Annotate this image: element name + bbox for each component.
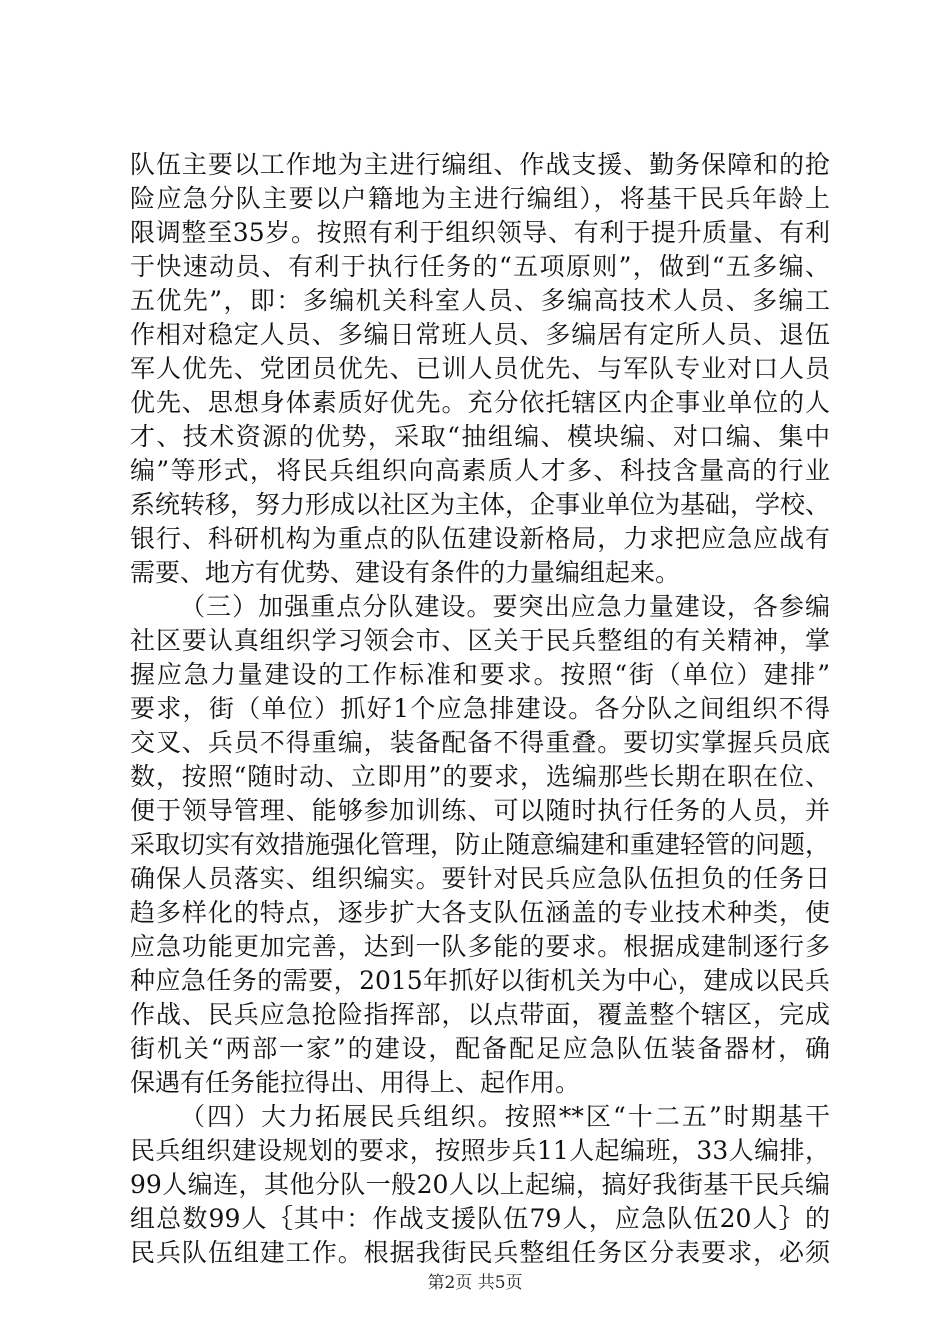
text-line: 民兵队伍组建工作。根据我街民兵整组任务区分表要求，必须 <box>130 1238 830 1267</box>
text-line: 要求，街（单位）抓好1个应急排建设。各分队之间组织不得 <box>130 694 830 723</box>
text-line: 保遇有任务能拉得出、用得上、起作用。 <box>130 1068 581 1097</box>
text-line: 种应急任务的需要，2015年抓好以街机关为中心，建成以民兵 <box>130 966 830 995</box>
document-body <box>130 148 830 1270</box>
text-line: 编”等形式，将民兵组织向高素质人才多、科技含量高的行业 <box>130 456 830 485</box>
text-line: （四）大力拓展民兵组织。按照**区“十二五”时期基干 <box>180 1102 830 1131</box>
text-line: 民兵组织建设规划的要求，按照步兵11人起编班，33人编排， <box>130 1136 830 1165</box>
text-line: 作战、民兵应急抢险指挥部，以点带面，覆盖整个辖区，完成 <box>130 1000 830 1029</box>
text-line: 趋多样化的特点，逐步扩大各支队伍涵盖的专业技术种类，使 <box>130 898 830 927</box>
text-line: 应急功能更加完善，达到一队多能的要求。根据成建制逐行多 <box>130 932 830 961</box>
text-line: 需要、地方有优势、建设有条件的力量编组起来。 <box>130 558 681 587</box>
text-line: 采取切实有效措施强化管理，防止随意编建和重建轻管的问题， <box>130 830 831 859</box>
text-line: 军人优先、党团员优先、已训人员优先、与军队专业对口人员 <box>130 354 830 383</box>
text-line: 限调整至35岁。按照有利于组织领导、有利于提升质量、有利 <box>130 218 830 247</box>
text-line: 社区要认真组织学习领会市、区关于民兵整组的有关精神，掌 <box>130 626 830 655</box>
text-line: 才、技术资源的优势，采取“抽组编、模块编、对口编、集中 <box>130 422 830 451</box>
text-line: 确保人员落实、组织编实。要针对民兵应急队伍担负的任务日 <box>130 864 830 893</box>
text-line: 作相对稳定人员、多编日常班人员、多编居有定所人员、退伍 <box>130 320 830 349</box>
text-line: （三）加强重点分队建设。要突出应急力量建设，各参编 <box>180 592 830 621</box>
text-line: 于快速动员、有利于执行任务的“五项原则”，做到“五多编、 <box>130 252 830 281</box>
text-line: 99人编连，其他分队一般20人以上起编，搞好我街基干民兵编 <box>130 1170 830 1199</box>
page-footer: 第2页 共5页 <box>427 1273 523 1293</box>
text-line: 五优先”，即：多编机关科室人员、多编高技术人员、多编工 <box>130 286 830 315</box>
text-line: 队伍主要以工作地为主进行编组、作战支援、勤务保障和的抢 <box>130 150 830 179</box>
text-line: 组总数99人｛其中：作战支援队伍79人，应急队伍20人｝的 <box>130 1204 830 1233</box>
text-line: 优先、思想身体素质好优先。充分依托辖区内企事业单位的人 <box>130 388 830 417</box>
text-line: 险应急分队主要以户籍地为主进行编组），将基干民兵年龄上 <box>130 184 830 213</box>
text-line: 街机关“两部一家”的建设，配备配足应急队伍装备器材，确 <box>130 1034 830 1063</box>
text-line: 便于领导管理、能够参加训练、可以随时执行任务的人员，并 <box>130 796 830 825</box>
text-line: 交叉、兵员不得重编，装备配备不得重叠。要切实掌握兵员底 <box>130 728 830 757</box>
text-line: 数，按照“随时动、立即用”的要求，选编那些长期在职在位、 <box>130 762 830 791</box>
text-line: 握应急力量建设的工作标准和要求。按照“街（单位）建排” <box>130 660 830 689</box>
text-line: 系统转移，努力形成以社区为主体，企事业单位为基础，学校、 <box>130 490 831 519</box>
text-line: 银行、科研机构为重点的队伍建设新格局，力求把应急应战有 <box>130 524 830 553</box>
